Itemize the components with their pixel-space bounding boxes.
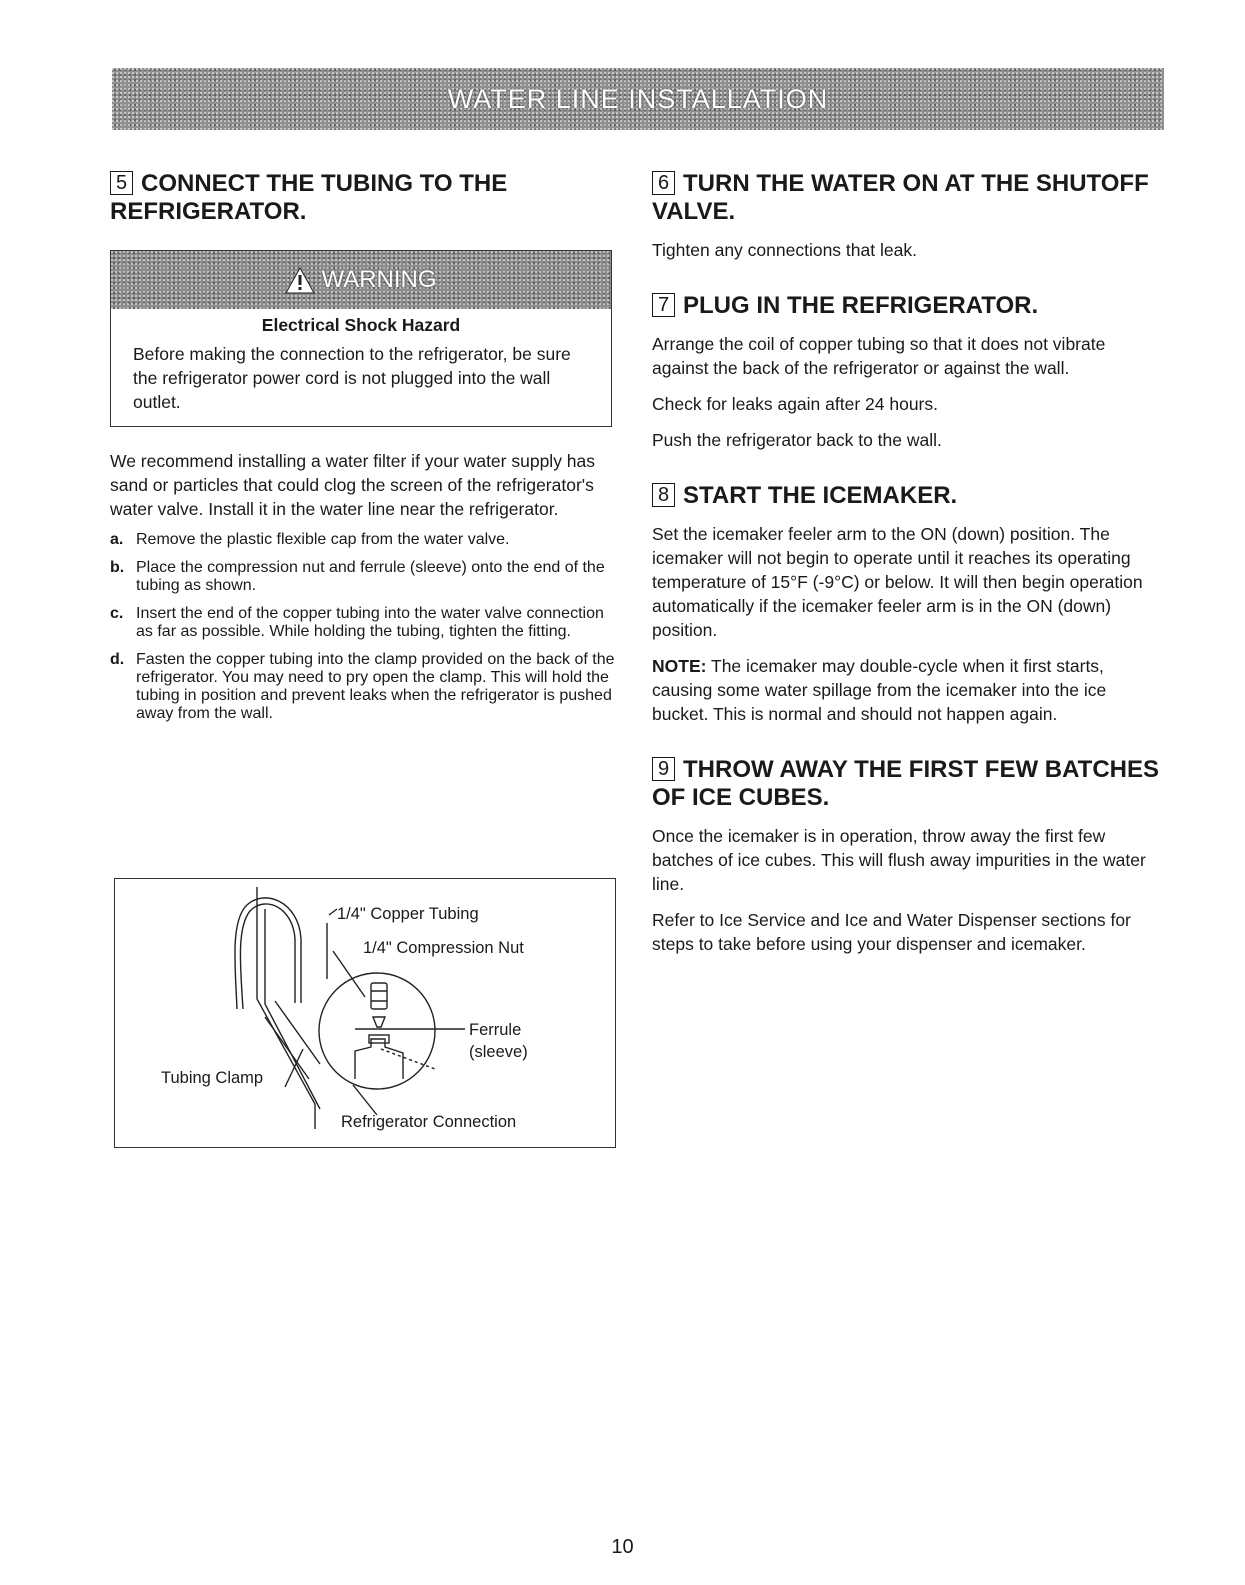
- label-sleeve: (sleeve): [469, 1043, 528, 1061]
- step-5-intro: We recommend installing a water filter if your water supply has sand or particles that could clog the screen of the refrigerator's water valve. Install it in the water line near the refrigerator.: [110, 451, 596, 519]
- step-6-number: 6: [652, 171, 675, 195]
- step-7-heading: [652, 292, 1162, 320]
- step-8-text: Set the icemaker feeler arm to the ON (down) position. The icemaker will not begin to operate until it reaches its operating temperature of 15°F (-9°C) or below. It will then begin operation automatically if the icemaker feeler arm is in the ON (down) position.: [652, 524, 1143, 640]
- label-ferrule: Ferrule: [469, 1021, 522, 1039]
- step-6-text: Tighten any connections that leak.: [652, 240, 917, 260]
- list-letter: c.: [110, 605, 124, 622]
- step-9-paragraph: Once the icemaker is in operation, throw away the first few batches of ice cubes. This will flush away impurities in the water line.: [652, 826, 1146, 894]
- label-compression-nut: 1/4" Compression Nut: [363, 939, 524, 957]
- step-5-heading: [110, 170, 620, 226]
- step-5-number: 5: [110, 171, 133, 195]
- warning-box: [110, 250, 612, 427]
- step-9-number: 9: [652, 757, 675, 781]
- step-9-heading: [652, 756, 1162, 812]
- tubing-diagram: [114, 878, 616, 1148]
- warning-header: [111, 251, 611, 309]
- warning-body: Before making the connection to the refrigerator, be sure the refrigerator power cord is not plugged into the wall outlet.: [133, 344, 571, 412]
- step-8-heading: [652, 482, 1162, 510]
- list-item-b: b. Place the compression nut and ferrule (sleeve) onto the end of the tubing as shown.: [110, 559, 605, 594]
- list-item-a: a. Remove the plastic flexible cap from the water valve.: [110, 531, 510, 548]
- banner-title: WATER LINE INSTALLATION: [447, 83, 829, 114]
- step-9-paragraph: Refer to Ice Service and Ice and Water Dispenser sections for steps to take before using your dispenser and icemaker.: [652, 910, 1131, 954]
- warning-triangle-icon: [285, 267, 315, 294]
- step-8-title: START THE ICEMAKER.: [683, 482, 958, 509]
- step-7-paragraph: Check for leaks again after 24 hours.: [652, 394, 938, 414]
- step-6-title: TURN THE WATER ON AT THE SHUTOFF VALVE.: [652, 170, 1149, 225]
- list-item-c: c. Insert the end of the copper tubing into the water valve connection as far as possible. While holding the tubing, tighten the fitting.: [110, 605, 604, 640]
- label-copper-tubing: 1/4" Copper Tubing: [337, 905, 479, 923]
- step-7-title: PLUG IN THE REFRIGERATOR.: [683, 292, 1039, 319]
- step-8-number: 8: [652, 483, 675, 507]
- step-9-title: THROW AWAY THE FIRST FEW BATCHES OF ICE CUBES.: [652, 756, 1160, 811]
- list-letter: a.: [110, 531, 124, 548]
- list-letter: b.: [110, 559, 125, 576]
- list-item-d: d. Fasten the copper tubing into the clamp provided on the back of the refrigerator. You may need to pry open the clamp. This will hold the tubing in position and prevent leaks when the refrigerator is pushed away from the wall.: [110, 651, 615, 722]
- label-refrigerator-connection: Refrigerator Connection: [341, 1113, 517, 1131]
- note-label: NOTE:: [652, 656, 707, 676]
- label-tubing-clamp: Tubing Clamp: [161, 1069, 264, 1087]
- step-8-note: NOTE: The icemaker may double-cycle when it first starts, causing some water spillage from the icemaker into the ice bucket. This is normal and should not happen again.: [652, 656, 1107, 724]
- warning-subtitle: Electrical Shock Hazard: [261, 315, 461, 335]
- step-5-title: CONNECT THE TUBING TO THE REFRIGERATOR.: [110, 170, 508, 225]
- section-banner: [112, 68, 1164, 130]
- step-7-number: 7: [652, 293, 675, 317]
- step-7-paragraph: Push the refrigerator back to the wall.: [652, 430, 942, 450]
- step-7-paragraph: Arrange the coil of copper tubing so that it does not vibrate against the back of the refrigerator or against the wall.: [652, 334, 1106, 378]
- left-column: [110, 170, 620, 723]
- right-column: [652, 170, 1162, 956]
- list-letter: d.: [110, 651, 125, 668]
- warning-label: WARNING: [321, 266, 437, 293]
- step-6-heading: [652, 170, 1162, 226]
- page-number: 10: [611, 1536, 634, 1558]
